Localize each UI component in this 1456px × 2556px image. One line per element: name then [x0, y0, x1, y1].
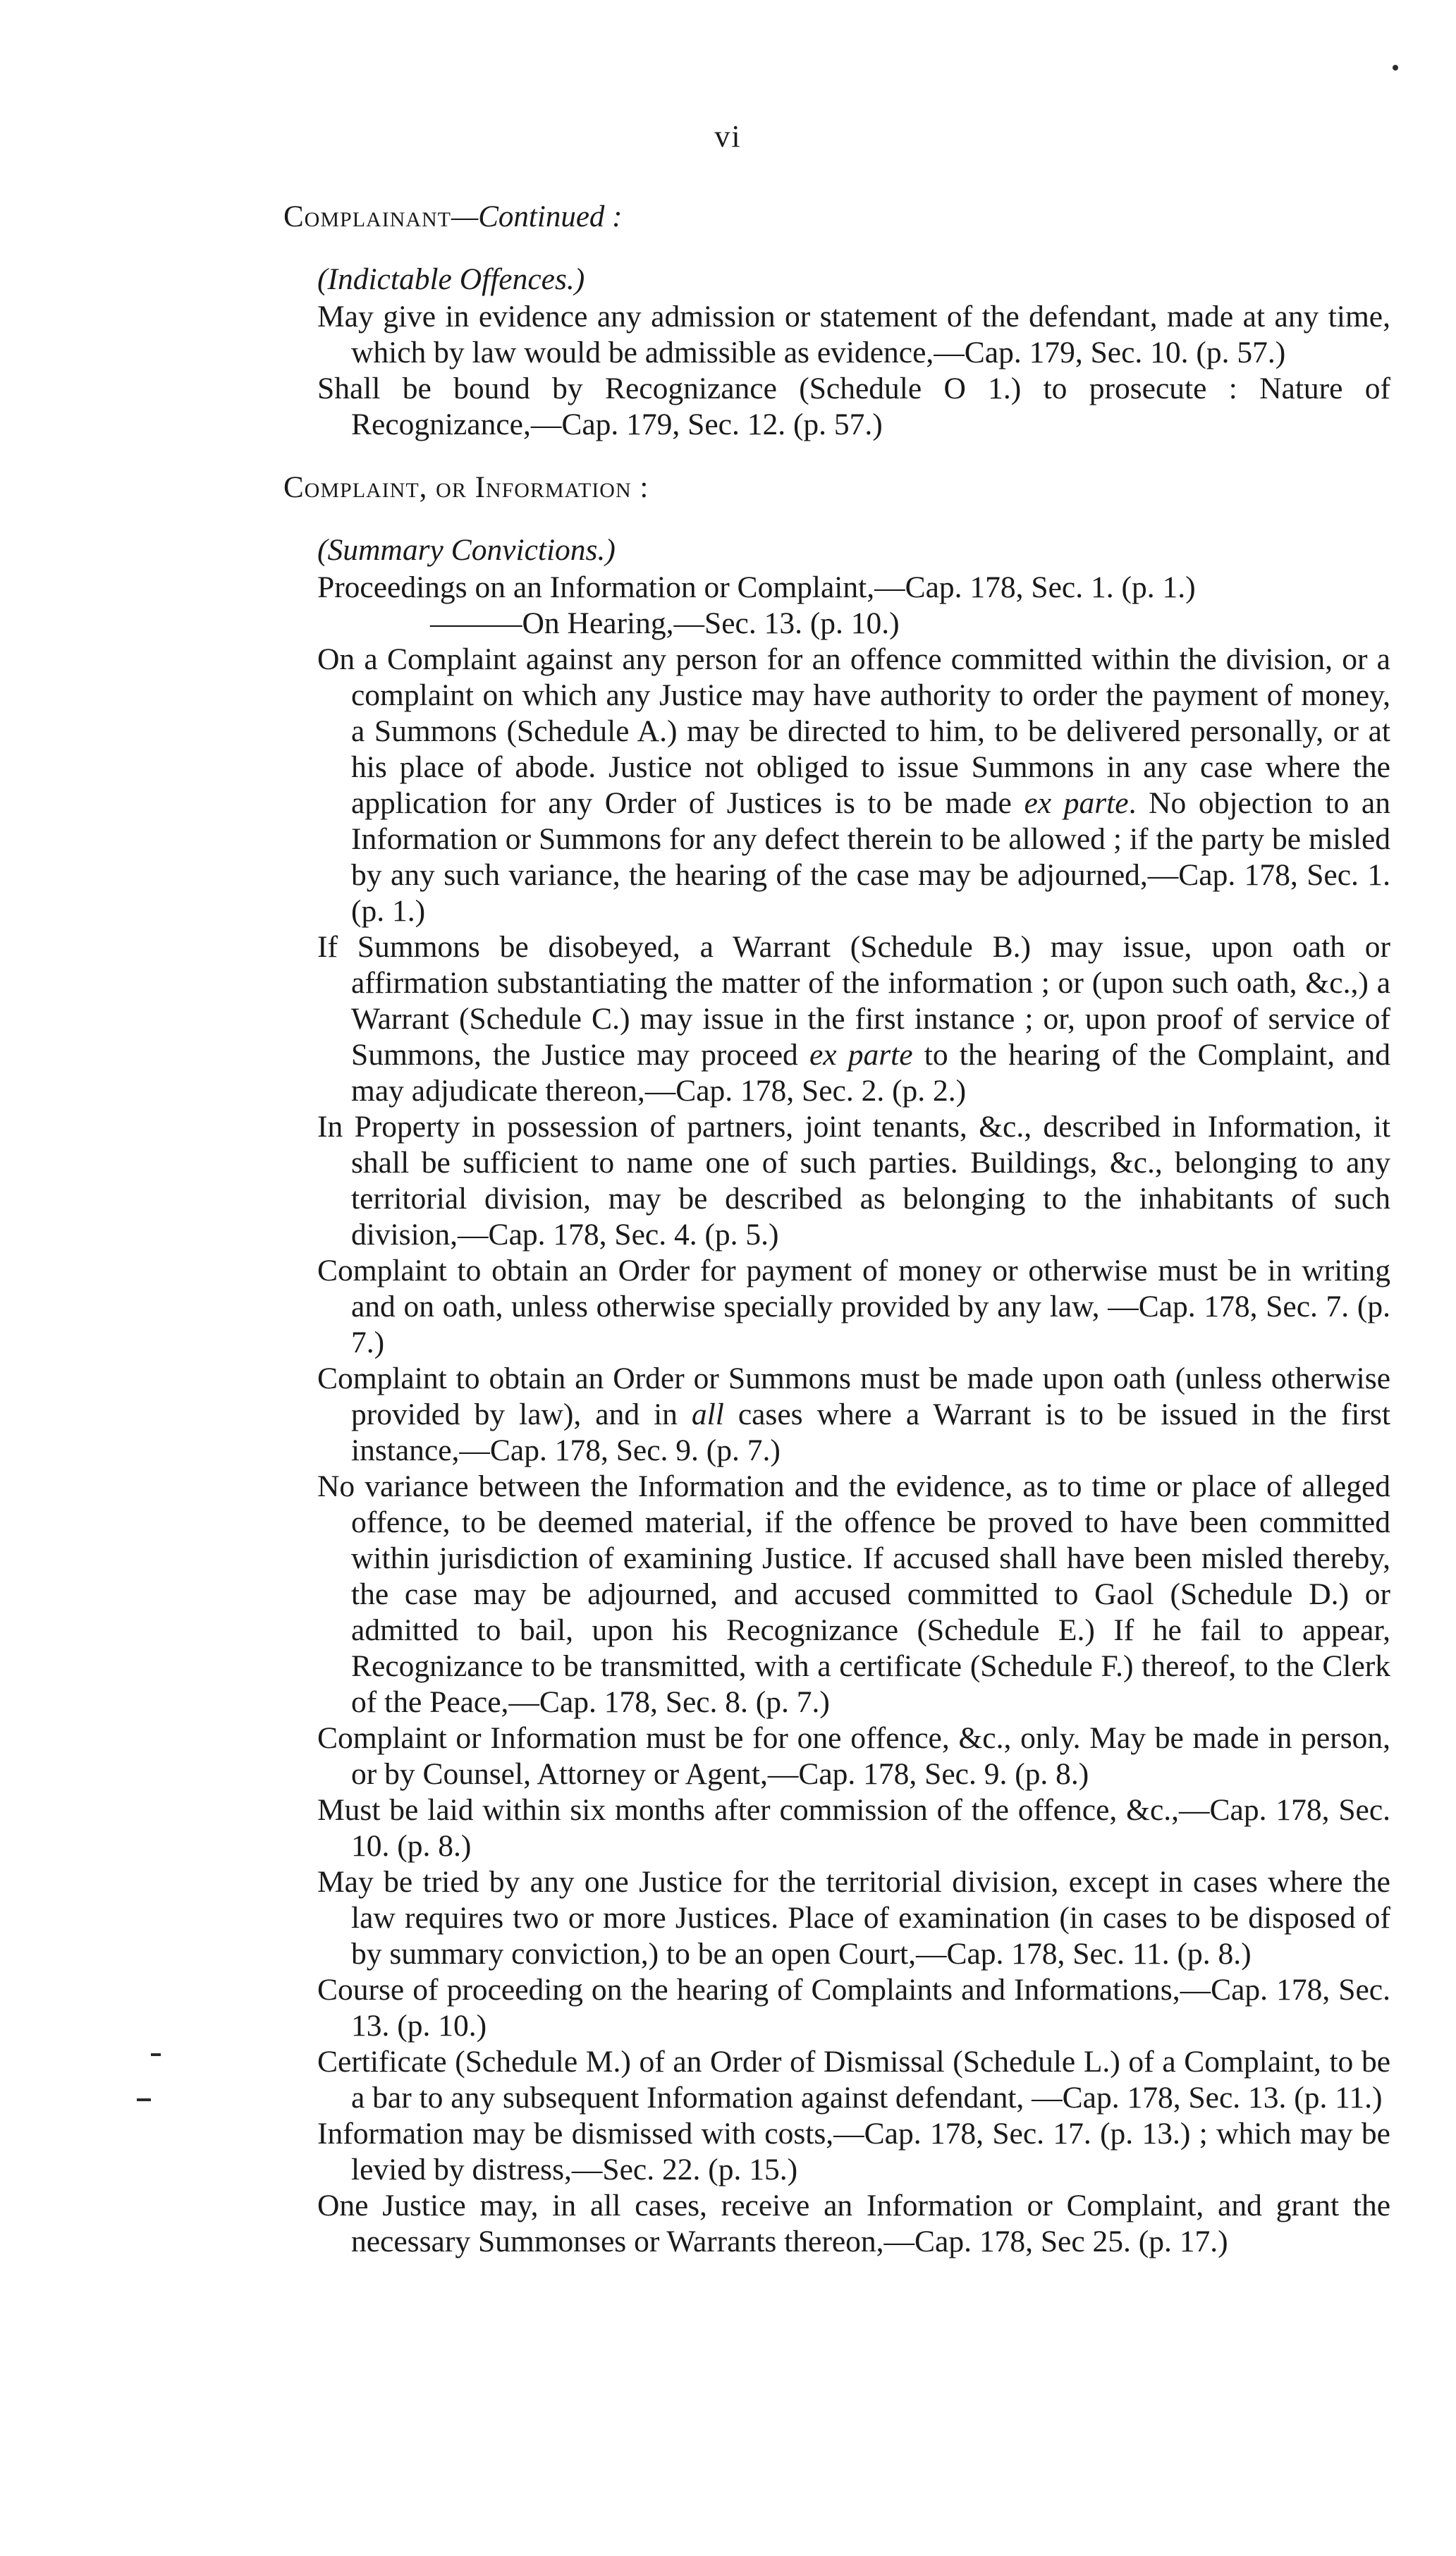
- index-entry: Information may be dismissed with costs,—Cap. 178, Sec. 17. (p. 13.) ; which may be levied by distress,—Sec. 22. (p. 15.): [317, 2117, 1390, 2187]
- index-entry: Complaint to obtain an Order or Summons must be made upon oath (unless otherwise provided by law), and in all cases where a Warrant is to be issued in the first instance,—Cap. 178, Sec. 9. (p. 7.): [317, 1362, 1390, 1467]
- index-entry-continuation: ———On Hearing,—Sec. 13. (p. 10.): [430, 606, 900, 640]
- index-entry: In Property in possession of partners, joint tenants, &c., described in Information, it shall be sufficient to name one of such parties. Buildings, &c., belonging to any territorial division, may be described as belonging to the inhabitants of such division,—Cap. 178, Sec. 4. (p. 5.): [317, 1110, 1390, 1252]
- index-page-body: [283, 199, 1390, 2260]
- index-entry: Complaint or Information must be for one offence, &c., only. May be made in person, or by Counsel, Attorney or Agent,—Cap. 178, Sec. 9. (p. 8.): [317, 1721, 1390, 1791]
- print-speck: [137, 2098, 151, 2101]
- entry-list-complaint: [317, 570, 1390, 2260]
- entry-list-complainant: [317, 299, 1390, 443]
- index-entry: Certificate (Schedule M.) of an Order of Dismissal (Schedule L.) of a Complaint, to be a bar to any subsequent Information against defendant, —Cap. 178, Sec. 13. (p. 11.): [317, 2045, 1390, 2115]
- index-entry: Shall be bound by Recognizance (Schedule O 1.) to prosecute : Nature of Recognizance,—Cap. 179, Sec. 12. (p. 57.): [317, 372, 1390, 441]
- print-speck: [151, 2053, 161, 2056]
- continued-label: —Continued :: [451, 200, 623, 233]
- index-entry: May give in evidence any admission or statement of the defendant, made at any time, which by law would be admissible as evidence,—Cap. 179, Sec. 10. (p. 57.): [317, 300, 1390, 369]
- print-speck: [1393, 65, 1398, 71]
- subheading-indictable-offences: (Indictable Offences.): [317, 262, 585, 296]
- section-heading-complaint-or-information: Complaint, or Information :: [283, 471, 649, 504]
- index-entry: No variance between the Information and the evidence, as to time or place of alleged offence, to be deemed material, if the offence be proved to have been committed within jurisdiction of examining Justice. If accused shall have been misled thereby, the case may be adjourned, and accused committed to Gaol (Schedule D.) or admitted to bail, upon his Recognizance (Schedule E.) If he fail to appear, Recognizance to be transmitted, with a certificate (Schedule F.) thereof, to the Clerk of the Peace,—Cap. 178, Sec. 8. (p. 7.): [317, 1469, 1390, 1719]
- index-entry: On a Complaint against any person for an offence committed within the division, or a complaint on which any Justice may have authority to order the payment of money, a Summons (Schedule A.) may be directed to him, to be delivered personally, or at his place of abode. Justice not obliged to issue Summons in any case where the application for any Order of Justices is to be made ex parte. No objection to an Information or Summons for any defect therein to be allowed ; if the party be misled by any such variance, the hearing of the case may be adjourned,—Cap. 178, Sec. 1. (p. 1.): [317, 642, 1390, 928]
- subheading-summary-convictions: (Summary Convictions.): [317, 533, 616, 567]
- index-entry: Complaint to obtain an Order for payment of money or otherwise must be in writing and on oath, unless otherwise specially provided by any law, —Cap. 178, Sec. 7. (p. 7.): [317, 1254, 1390, 1359]
- page-number: vi: [714, 119, 742, 154]
- index-entry: One Justice may, in all cases, receive an Information or Complaint, and grant the necessary Summonses or Warrants thereon,—Cap. 178, Sec 25. (p. 17.): [317, 2189, 1390, 2258]
- index-entry: If Summons be disobeyed, a Warrant (Schedule B.) may issue, upon oath or affirmation substantiating the matter of the information ; or (upon such oath, &c.,) a Warrant (Schedule C.) may issue in the first instance ; or, upon proof of service of Summons, the Justice may proceed ex parte to the hearing of the Complaint, and may adjudicate thereon,—Cap. 178, Sec. 2. (p. 2.): [317, 930, 1390, 1108]
- index-entry: Must be laid within six months after commission of the offence, &c.,—Cap. 178, Sec. 10. (p. 8.): [317, 1793, 1390, 1863]
- index-entry: May be tried by any one Justice for the territorial division, except in cases where the law requires two or more Justices. Place of examination (in cases to be disposed of by summary conviction,) to be an open Court,—Cap. 178, Sec. 11. (p. 8.): [317, 1865, 1390, 1971]
- index-entry: Proceedings on an Information or Complaint,—Cap. 178, Sec. 1. (p. 1.): [317, 570, 1196, 604]
- index-entry: Course of proceeding on the hearing of Complaints and Informations,—Cap. 178, Sec. 13. (p. 10.): [317, 1973, 1390, 2043]
- section-heading-complainant: Complainant—Continued :: [283, 200, 623, 233]
